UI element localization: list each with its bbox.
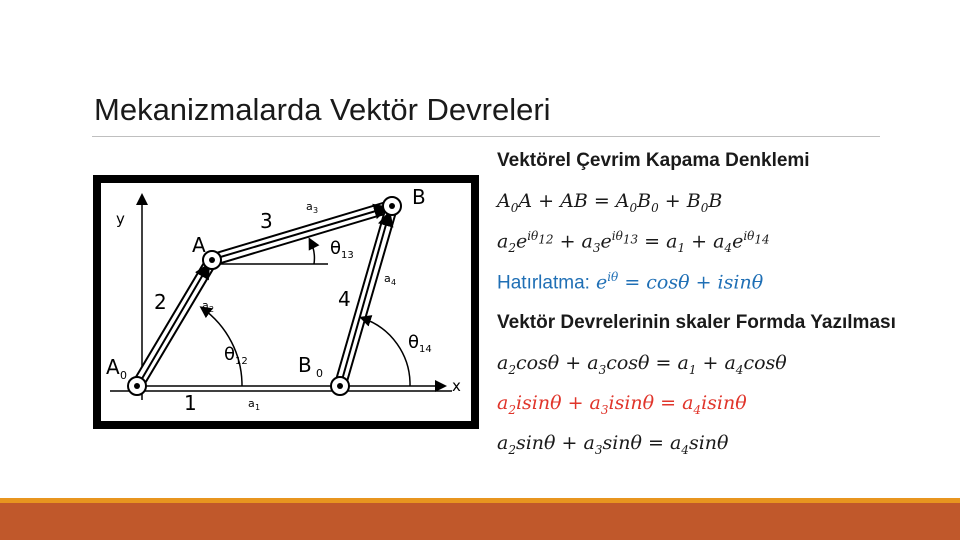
title-divider [92, 136, 880, 137]
label-point-B0-sub: 0 [316, 367, 323, 380]
label-theta14-sub: 14 [419, 344, 432, 355]
label-vec-a4-sub: 4 [391, 278, 397, 287]
label-link-2: 2 [154, 290, 167, 314]
pin-A-center [209, 257, 215, 263]
label-vec-a1: a [248, 397, 255, 410]
label-point-A0: A [106, 355, 120, 379]
label-theta13-sub: 13 [341, 250, 354, 261]
label-point-B0: B [298, 353, 312, 377]
heading-scalar-form: Vektör Devrelerinin skaler Formda Yazılması [497, 312, 896, 333]
label-theta13: θ [330, 238, 342, 259]
pin-B-center [389, 203, 395, 209]
label-point-B: B [412, 185, 426, 209]
reminder-label: Hatırlatma: [497, 272, 590, 294]
label-vec-a2-sub: 2 [209, 305, 215, 314]
label-vec-a1-sub: 1 [255, 403, 261, 412]
four-bar-mechanism-diagram [92, 174, 480, 430]
label-link-3: 3 [260, 209, 273, 233]
label-vec-a3: a [306, 200, 313, 213]
equation-imaginary-part: $a_2isin\theta + a_3isin\theta = a_4isin\theta$ [497, 392, 747, 417]
equation-vector-loop: $A_0A$ + AB = $A_0B_0 + B_0B$ [497, 190, 723, 215]
label-vec-a4: a [384, 272, 391, 285]
heading-loop-closure: Vektörel Çevrim Kapama Denklemi [497, 150, 810, 171]
label-theta12-sub: 12 [235, 356, 248, 367]
equation-complex-form: $a_2e^{i\theta_{12}} + a_3e^{i\theta_{13}} = a_1 + a_4e^{i\theta_{14}}$ [497, 229, 770, 256]
y-axis-label: y [116, 210, 125, 228]
label-vec-a3-sub: 3 [313, 206, 319, 215]
label-theta14: θ [408, 332, 420, 353]
footer-bar [0, 503, 960, 540]
label-point-A: A [192, 233, 206, 257]
label-point-A0-sub: 0 [120, 369, 127, 382]
label-vec-a2: a [202, 299, 209, 312]
slide-title: Mekanizmalarda Vektör Devreleri [94, 92, 551, 127]
label-theta12: θ [224, 344, 236, 365]
equation-sine-form: $a_2\sin\theta + a_3\sin\theta = a_4\sin\theta$ [497, 432, 729, 457]
label-link-1: 1 [184, 391, 197, 415]
pin-B0-center [337, 383, 343, 389]
x-axis-label: x [452, 377, 461, 395]
equation-real-part: $a_2\cos\theta + a_3\cos\theta = a_1 + a_4\cos\theta$ [497, 352, 787, 377]
label-link-4: 4 [338, 287, 351, 311]
euler-reminder: Hatırlatma: $e^{i\theta} = \cos\theta + isin\theta$ [497, 270, 764, 294]
pin-A0-center [134, 383, 140, 389]
